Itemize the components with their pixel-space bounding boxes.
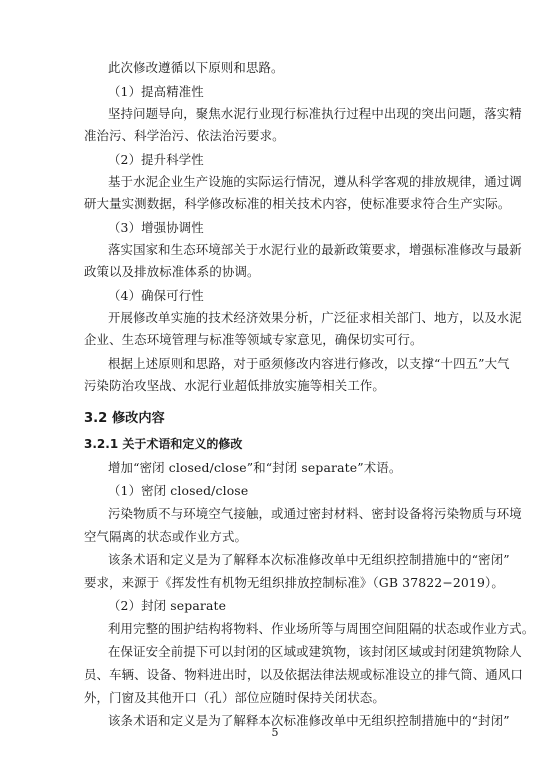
- term-1-definition-line-1: 污染物质不与环境空气接触，或通过密封材料、密封设备将污染物质与环境: [108, 506, 522, 521]
- term-2-definition: 利用完整的围护结构将物料、作业场所等与周围空间阻隔的状态或作业方式。: [108, 621, 535, 636]
- term-2-explanation-line-3: 外，门窗及其他开口（孔）部位应随时保持关闭状态。: [84, 690, 385, 705]
- term-2-title: （2）封闭 separate: [108, 598, 227, 613]
- principle-4-text-line-1: 开展修改单实施的技术经济效果分析，广泛征求相关部门、地方，以及水泥: [108, 310, 522, 325]
- page-number: 5: [271, 726, 279, 739]
- principle-2-title: （2）提升科学性: [108, 152, 204, 167]
- principle-1-title: （1）提高精准性: [108, 84, 204, 99]
- section-heading: 3.2 修改内容: [84, 411, 165, 426]
- summary-text-line-2: 污染防治攻坚战、水泥行业超低排放实施等相关工作。: [84, 378, 385, 393]
- principle-3-text-line-2: 政策以及排放标准体系的协调。: [84, 264, 260, 279]
- term-2-explanation-line-2: 员、车辆、设备、物料进出时，以及依据法律法规或标准设立的排气筒、通风口: [84, 667, 523, 682]
- term-1-title: （1）密闭 closed/close: [108, 483, 249, 498]
- principle-3-title: （3）增强协调性: [108, 220, 204, 235]
- subsection-heading: 3.2.1 关于术语和定义的修改: [84, 437, 243, 451]
- term-2-note-line-1: 该条术语和定义是为了解释本次标准修改单中无组织控制措施中的“封闭”: [108, 713, 510, 728]
- add-terms-text: 增加“密闭 closed/close”和“封闭 separate”术语。: [108, 460, 402, 475]
- principle-2-text-line-1: 基于水泥企业生产设施的实际运行情况，遵从科学客观的排放规律，通过调: [108, 174, 522, 189]
- term-2-explanation-line-1: 在保证安全前提下可以封闭的区域或建筑物，该封闭区域或封闭建筑物除人: [108, 644, 522, 659]
- principle-1-text-line-2: 准治污、科学治污、依法治污要求。: [84, 128, 285, 143]
- intro-text: 此次修改遵循以下原则和思路。: [108, 60, 284, 75]
- term-1-definition-line-2: 空气隔离的状态或作业方式。: [84, 529, 248, 544]
- term-1-note-line-1: 该条术语和定义是为了解释本次标准修改单中无组织控制措施中的“密闭”: [108, 552, 510, 567]
- principle-2-text-line-2: 研大量实测数据，科学修改标准的相关技术内容，使标准要求符合生产实际。: [84, 196, 511, 211]
- principle-1-text-line-1: 坚持问题导向，聚焦水泥行业现行标准执行过程中出现的突出问题，落实精: [108, 106, 522, 121]
- principle-3-text-line-1: 落实国家和生态环境部关于水泥行业的最新政策要求，增强标准修改与最新: [108, 242, 522, 257]
- principle-4-title: （4）确保可行性: [108, 288, 204, 303]
- principle-4-text-line-2: 企业、生态环境管理与标准等领域专家意见，确保切实可行。: [84, 332, 423, 347]
- summary-text-line-1: 根据上述原则和思路，对于亟须修改内容进行修改，以支撑“十四五”大气: [108, 356, 510, 371]
- term-1-note-line-2: 要求，来源于《挥发性有机物无组织排放控制标准》（GB 37822−2019）。: [84, 575, 504, 590]
